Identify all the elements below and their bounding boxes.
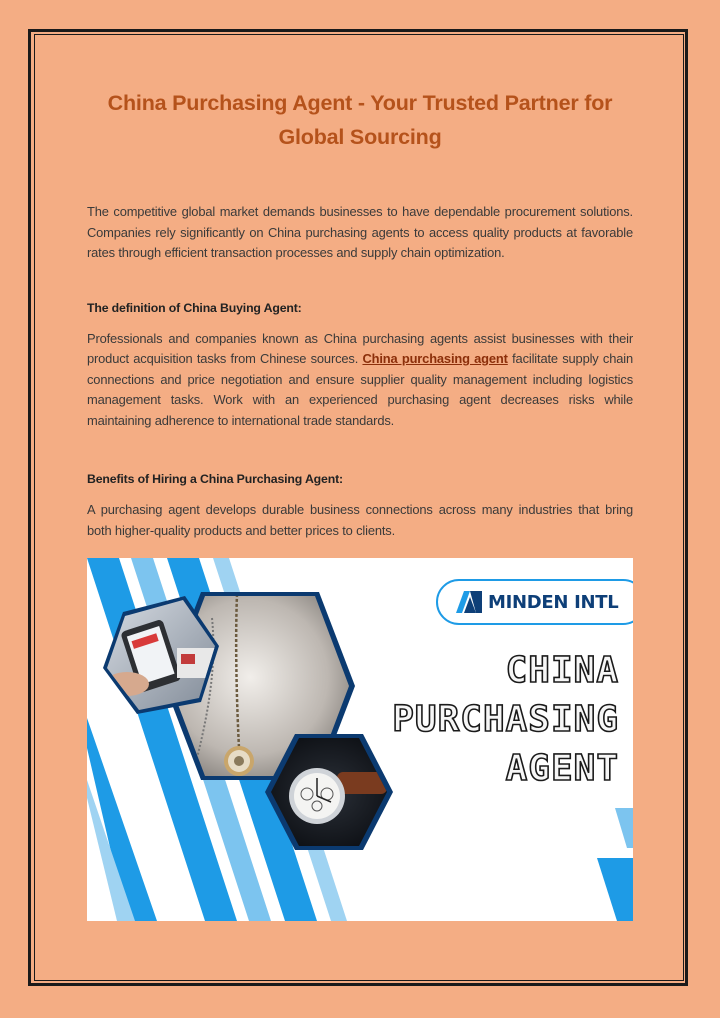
china-purchasing-agent-link[interactable]: China purchasing agent	[362, 351, 508, 366]
promo-banner-image	[87, 558, 633, 921]
brand-name: MINDEN INTL	[488, 591, 619, 613]
section-heading-definition: The definition of China Buying Agent:	[87, 300, 302, 315]
brand-badge	[436, 579, 633, 625]
document-title: China Purchasing Agent - Your Trusted Partner for Global Sourcing	[107, 91, 613, 149]
section-heading-benefits: Benefits of Hiring a China Purchasing Agent:	[87, 472, 343, 486]
banner-title-line-3: AGENT	[505, 748, 619, 789]
benefits-paragraph: A purchasing agent develops durable business connections across many industries that bring both higher-quality products and better prices to clients.	[87, 502, 633, 538]
minden-logo-icon	[456, 591, 482, 613]
intro-paragraph: The competitive global market demands businesses to have dependable procurement solutions. Companies rely significantly on China purchasing agents to access quality products at favorable rates through efficient transaction processes and supply chain optimization.	[87, 204, 633, 260]
banner-title-line-1: CHINA	[505, 650, 619, 691]
banner-title-line-2: PURCHASING	[392, 699, 619, 740]
definition-text-end: facilitate supply chain connections and price negotiation and ensure supplier quality management including logistics management tasks. Work with an experienced purchasing agent decreases risks while maintaining adherence to international trade standards.	[87, 351, 634, 428]
banner-title	[339, 646, 619, 793]
definition-paragraph	[87, 329, 633, 432]
document-body	[87, 86, 633, 541]
definition-text-start: Professionals and companies known as China purchasing agents assist businesses with their product acquisition tasks from Chinese sources.	[87, 330, 633, 366]
